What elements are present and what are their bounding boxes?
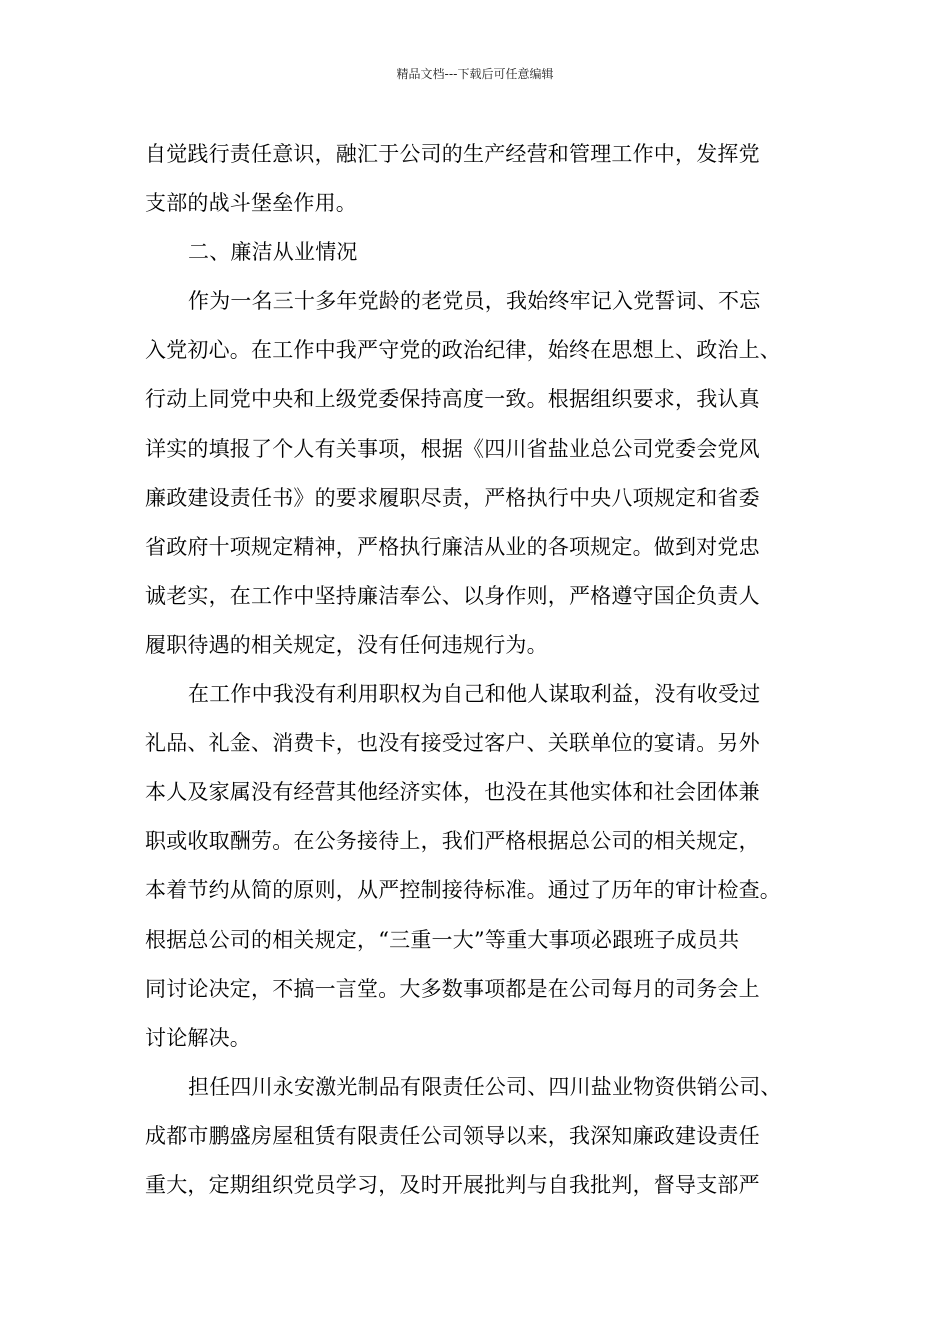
text-line: 讨论解决。 (145, 1025, 251, 1050)
text-line: 根据总公司的相关规定，“三重一大”等重大事项必跟班子成员共 (145, 927, 740, 952)
text-line: 重大，定期组织党员学习，及时开展批判与自我批判，督导支部严 (145, 1172, 760, 1197)
document-body (145, 130, 815, 1210)
text-line: 廉政建设责任书》的要求履职尽责，严格执行中央八项规定和省委 (145, 485, 760, 510)
text-line: 自觉践行责任意识，融汇于公司的生产经营和管理工作中，发挥党 (145, 142, 760, 166)
text-line: 省政府十项规定精神，严格执行廉洁从业的各项规定。做到对党忠 (145, 534, 760, 559)
text-line: 职或收取酬劳。在公务接待上，我们严格根据总公司的相关规定， (145, 829, 760, 854)
text-line: 同讨论决定，不搞一言堂。大多数事项都是在公司每月的司务会上 (145, 976, 760, 1001)
text-line: 行动上同党中央和上级党委保持高度一致。根据组织要求，我认真 (145, 387, 760, 412)
section-heading: 二、廉洁从业情况 (188, 240, 358, 265)
text-line: 支部的战斗堡垒作用。 (145, 191, 357, 216)
text-line: 作为一名三十多年党龄的老党员，我始终牢记入党誓词、不忘 (188, 289, 761, 314)
text-line: 入党初心。在工作中我严守党的政治纪律，始终在思想上、政治上、 (145, 338, 781, 363)
text-line: 履职待遇的相关规定，没有任何违规行为。 (145, 632, 548, 657)
text-line: 本着节约从简的原则，从严控制接待标准。通过了历年的审计检查。 (145, 878, 781, 903)
text-line: 本人及家属没有经营其他经济实体，也没在其他实体和社会团体兼 (145, 780, 760, 805)
text-line: 诚老实，在工作中坚持廉洁奉公、以身作则，严格遵守国企负责人 (145, 583, 760, 608)
text-line: 详实的填报了个人有关事项，根据《四川省盐业总公司党委会党风 (145, 436, 760, 461)
page-header: 精品文档---下载后可任意编辑 (396, 67, 554, 81)
text-line: 在工作中我没有利用职权为自己和他人谋取利益，没有收受过 (188, 682, 761, 707)
text-line: 成都市鹏盛房屋租赁有限责任公司领导以来，我深知廉政建设责任 (145, 1123, 760, 1148)
text-line: 担任四川永安激光制品有限责任公司、四川盐业物资供销公司、 (188, 1074, 782, 1099)
text-line: 礼品、礼金、消费卡，也没有接受过客户、关联单位的宴请。另外 (145, 731, 760, 756)
